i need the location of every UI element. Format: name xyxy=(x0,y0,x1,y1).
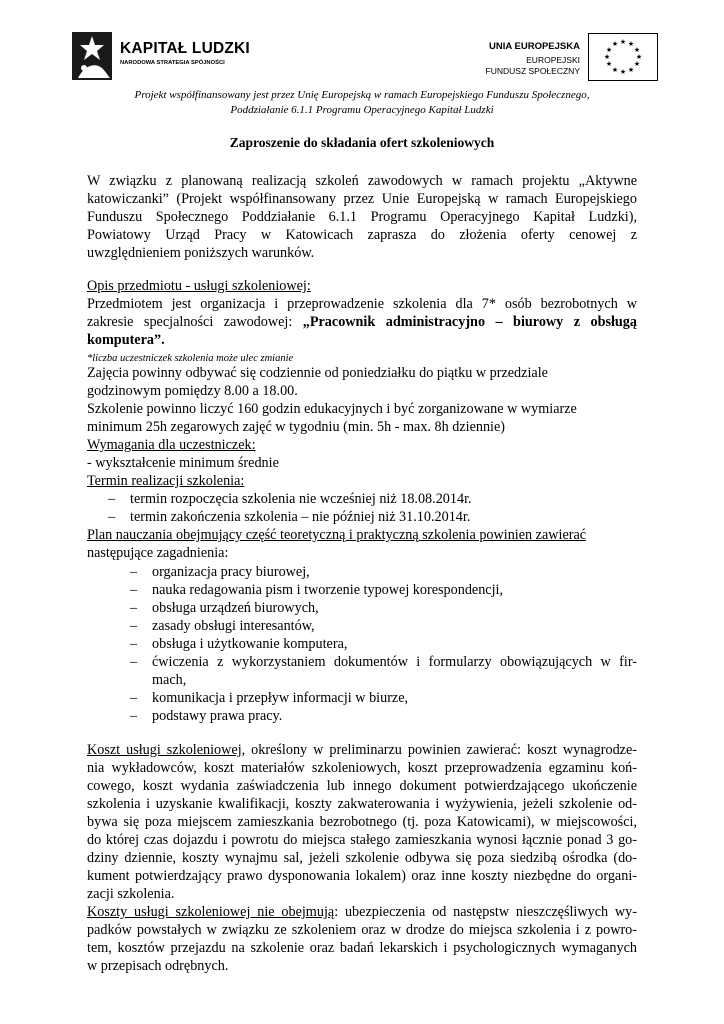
svg-text:★: ★ xyxy=(627,66,635,74)
exclusions-line-1-rest: : ubezpieczenia od następstw nieszczęśliwych wy- xyxy=(334,904,637,920)
curriculum-item-7: komunikacja i przepływ informacji w biurze, xyxy=(152,690,409,706)
cost-line-5: bywa się poza miejscem zamieszkania bezrobotnego (tj. poza Katowicami), w miejscowości, xyxy=(87,814,637,830)
svg-text:★: ★ xyxy=(633,46,641,54)
curriculum-heading: Plan nauczania obejmujący część teoretyczną i praktyczną szkolenia powinien zawierać xyxy=(87,527,587,543)
curriculum-item-8: podstawy prawa pracy. xyxy=(152,708,283,724)
svg-text:★: ★ xyxy=(603,53,611,61)
schedule-line-1: Zajęcia powinny odbywać się codziennie od poniedziałku do piątku w przedziale xyxy=(87,365,548,381)
eu-stars-icon xyxy=(589,34,657,80)
cost-line-7: dziny dziennie, koszty wynajmu sal, jeżeli szkolenie odbywa się poza siedzibą ośrodka (do- xyxy=(87,850,637,866)
eu-flag xyxy=(588,33,658,81)
intro-line-2: katowiczanki” (Projekt współfinansowany przez Unie Europejską w ramach Europejskiego xyxy=(87,191,637,207)
kapital-ludzki-emblem-icon xyxy=(72,32,116,82)
svg-text:★: ★ xyxy=(619,68,627,76)
curriculum-dash-6: – xyxy=(130,654,138,670)
cost-line-6: do której czas dojazdu i powrotu do miejsca stałego zamieszkania wynosi łącznie ponad 3 go- xyxy=(87,832,637,848)
cofinancing-note-line-2: Poddziałanie 6.1.1 Programu Operacyjnego Kapitał Ludzki xyxy=(230,104,494,116)
profession-name-end: komputera”. xyxy=(87,332,165,348)
intro-line-1: W związku z planowaną realizacją szkoleń zawodowych w ramach projektu „Aktywne xyxy=(87,173,637,189)
svg-text:★: ★ xyxy=(633,60,641,68)
cost-line-4: szkolenia i uzyskanie kwalifikacji, koszty zakwaterowania i wyżywienia, jeżeli szkolenie od- xyxy=(87,796,637,812)
exclusions-line-3: tem, kosztów przejazdu na szkolenie oraz badań lekarskich i psychologicznych wymaganych xyxy=(87,940,637,956)
curriculum-item-4: zasady obsługi interesantów, xyxy=(152,618,315,634)
eu-line-3: FUNDUSZ SPOŁECZNY xyxy=(485,66,580,76)
subject-line-1: Przedmiotem jest organizacja i przeprowadzenie szkolenia dla 7* osób bezrobotnych w xyxy=(87,296,637,312)
curriculum-item-5: obsługa i użytkowanie komputera, xyxy=(152,636,348,652)
profession-name: „Pracownik administracyjno – biurowy z obsługą xyxy=(302,314,637,330)
term-dash-1: – xyxy=(108,491,116,507)
term-item-end: termin zakończenia szkolenia – nie później niż 31.10.2014r. xyxy=(130,509,471,525)
subject-line-2 xyxy=(87,313,637,331)
subject-line-2-text: zakresie specjalności zawodowej: xyxy=(87,314,303,330)
kapital-ludzki-logo xyxy=(72,30,272,86)
term-item-start: termin rozpoczęcia szkolenia nie wcześniej niż 18.08.2014r. xyxy=(130,491,472,507)
cofinancing-note-line-1: Projekt współfinansowany jest przez Unię Europejską w ramach Europejskiego Funduszu Społecznego, xyxy=(134,89,590,101)
eu-logo xyxy=(470,33,660,89)
cost-line-1 xyxy=(87,741,637,759)
curriculum-dash-7: – xyxy=(130,690,138,706)
exclusions-line-1 xyxy=(87,903,637,921)
curriculum-item-2: nauka redagowania pism i tworzenie typowej korespondencji, xyxy=(152,582,504,598)
curriculum-item-6: ćwiczenia z wykorzystaniem dokumentów i formularzy obowiązujących w fir- xyxy=(152,654,637,670)
schedule-line-4: minimum 25h zegarowych zajęć w tygodniu (min. 5h - max. 8h dziennie) xyxy=(87,419,506,435)
exclusions-line-4: w przepisach odrębnych. xyxy=(87,958,229,974)
curriculum-dash-4: – xyxy=(130,618,138,634)
cost-line-8: kument potwierdzający prawo dysponowania lokalem) oraz inne koszty niezbędne do organi- xyxy=(87,868,637,884)
curriculum-dash-1: – xyxy=(130,564,138,580)
cost-line-1-rest: , określony w preliminarzu powinien zawierać: koszt wynagrodze- xyxy=(241,742,637,758)
term-dash-2: – xyxy=(108,509,116,525)
kapital-ludzki-subtitle: NARODOWA STRATEGIA SPÓJNOŚCI xyxy=(120,60,225,66)
term-heading: Termin realizacji szkolenia: xyxy=(87,473,245,489)
exclusions-heading: Koszty usługi szkoleniowej nie obejmują xyxy=(87,904,335,920)
eu-title: UNIA EUROPEJSKA xyxy=(489,41,580,52)
participants-footnote: *liczba uczestniczek szkolenia może ulec zmianie xyxy=(87,353,294,364)
svg-text:★: ★ xyxy=(611,66,619,74)
document-title: Zaproszenie do składania ofert szkoleniowych xyxy=(229,135,495,150)
schedule-line-3: Szkolenie powinno liczyć 160 godzin edukacyjnych i być zorganizowane w wymiarze xyxy=(87,401,577,417)
cost-line-2: nia wykładowców, koszt materiałów szkoleniowych, koszt przeprowadzenia egzaminu koń- xyxy=(87,760,637,776)
intro-line-5: uwzględnieniem poniższych warunków. xyxy=(87,245,315,261)
curriculum-dash-8: – xyxy=(130,708,138,724)
svg-text:★: ★ xyxy=(627,40,635,48)
curriculum-dash-5: – xyxy=(130,636,138,652)
requirements-heading: Wymagania dla uczestniczek: xyxy=(87,437,256,453)
exclusions-line-2: padków powstałych w związku ze szkoleniem oraz w drodze do miejsca szkolenia i z powro- xyxy=(87,922,637,938)
svg-text:★: ★ xyxy=(635,53,643,61)
subject-heading: Opis przedmiotu - usługi szkoleniowej: xyxy=(87,278,311,294)
intro-line-3: Funduszu Społecznego Poddziałanie 6.1.1 Programu Operacyjnego Kapitał Ludzki), xyxy=(87,209,637,225)
requirements-item: - wykształcenie minimum średnie xyxy=(87,455,279,471)
svg-text:★: ★ xyxy=(605,60,613,68)
curriculum-item-6-cont: mach, xyxy=(152,672,187,688)
intro-line-4: Powiatowy Urząd Pracy w Katowicach zaprasza do złożenia oferty cenowej z xyxy=(87,227,637,243)
curriculum-item-3: obsługa urządzeń biurowych, xyxy=(152,600,319,616)
svg-text:★: ★ xyxy=(605,46,613,54)
svg-text:★: ★ xyxy=(611,40,619,48)
cost-line-3: cowego, koszt wydania zaświadczenia lub innego dokument potwierdzającego ukończenie xyxy=(87,778,637,794)
cofinancing-note xyxy=(90,88,634,118)
svg-text:★: ★ xyxy=(619,38,627,46)
curriculum-item-1: organizacja pracy biurowej, xyxy=(152,564,310,580)
schedule-line-2: godzinowym pomiędzy 8.00 a 18.00. xyxy=(87,383,298,399)
curriculum-intro: następujące zagadnienia: xyxy=(87,545,229,561)
eu-line-2: EUROPEJSKI xyxy=(526,55,580,65)
cost-line-9: zacji szkolenia. xyxy=(87,886,175,902)
kapital-ludzki-title: KAPITAŁ LUDZKI xyxy=(120,40,250,57)
curriculum-dash-3: – xyxy=(130,600,138,616)
curriculum-dash-2: – xyxy=(130,582,138,598)
cost-heading: Koszt usługi szkoleniowej xyxy=(87,742,242,758)
